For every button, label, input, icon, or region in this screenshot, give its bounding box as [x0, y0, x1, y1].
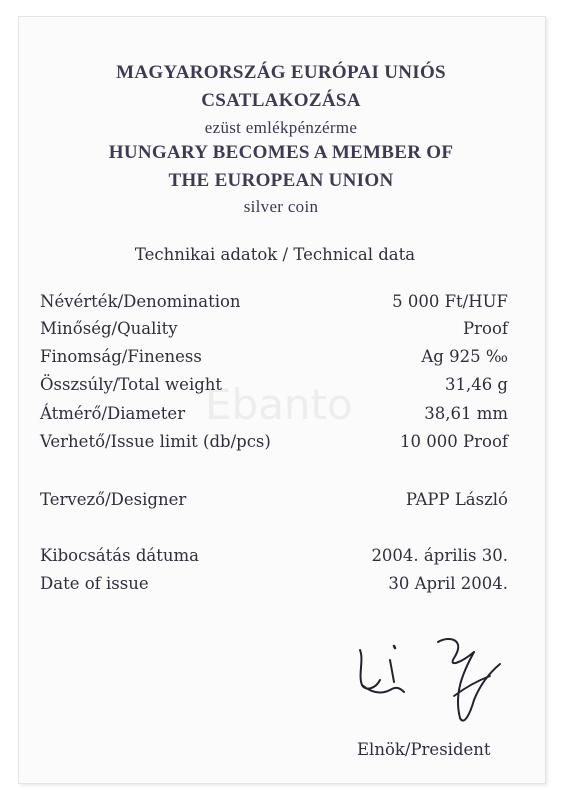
spec-row-issue-limit	[40, 432, 508, 458]
title-hu-line1: MAGYARORSZÁG EURÓPAI UNIÓS	[116, 62, 446, 83]
spec-row-quality	[40, 319, 508, 345]
issue-date-label-en: Date of issue	[40, 574, 149, 593]
spec-label: Verhető/Issue limit (db/pcs)	[40, 432, 271, 451]
subtitle-en: silver coin	[243, 197, 319, 216]
spec-label: Átmérő/Diameter	[40, 404, 186, 423]
subtitle-hu: ezüst emlékpénzérme	[204, 118, 358, 137]
issue-date-value-hu: 2004. április 30.	[371, 546, 508, 565]
spec-label: Finomság/Fineness	[40, 347, 202, 366]
spec-label: Névérték/Denomination	[40, 292, 241, 311]
title-en-line1: HUNGARY BECOMES A MEMBER OF	[108, 142, 454, 163]
issue-date-value-en: 30 April 2004.	[388, 574, 508, 593]
signature	[350, 630, 520, 730]
spec-value: Ag 925 ‰	[421, 347, 508, 366]
designer-label: Tervező/Designer	[40, 490, 187, 509]
section-title: Technikai adatok / Technical data	[134, 245, 416, 264]
spec-label: Összsúly/Total weight	[40, 375, 223, 394]
issue-date-hu-row	[40, 546, 508, 572]
designer-row	[40, 490, 508, 516]
spec-label: Minőség/Quality	[40, 319, 178, 338]
issue-date-en-row	[40, 574, 508, 600]
designer-value: PAPP László	[405, 490, 508, 509]
spec-value: 5 000 Ft/HUF	[392, 292, 508, 311]
spec-value: 31,46 g	[444, 375, 508, 394]
spec-row-fineness	[40, 347, 508, 373]
spec-value: 38,61 mm	[424, 404, 508, 423]
spec-row-weight	[40, 375, 508, 401]
spec-row-denomination	[40, 292, 508, 318]
watermark: Ebanto	[205, 380, 353, 429]
spec-row-diameter	[40, 404, 508, 430]
signature-caption: Elnök/President	[357, 740, 491, 759]
title-en-line2: THE EUROPEAN UNION	[168, 170, 394, 191]
issue-date-label-hu: Kibocsátás dátuma	[40, 546, 199, 565]
title-hu-line2: CSATLAKOZÁSA	[201, 90, 361, 111]
spec-value: 10 000 Proof	[400, 432, 508, 451]
spec-value: Proof	[463, 319, 508, 338]
